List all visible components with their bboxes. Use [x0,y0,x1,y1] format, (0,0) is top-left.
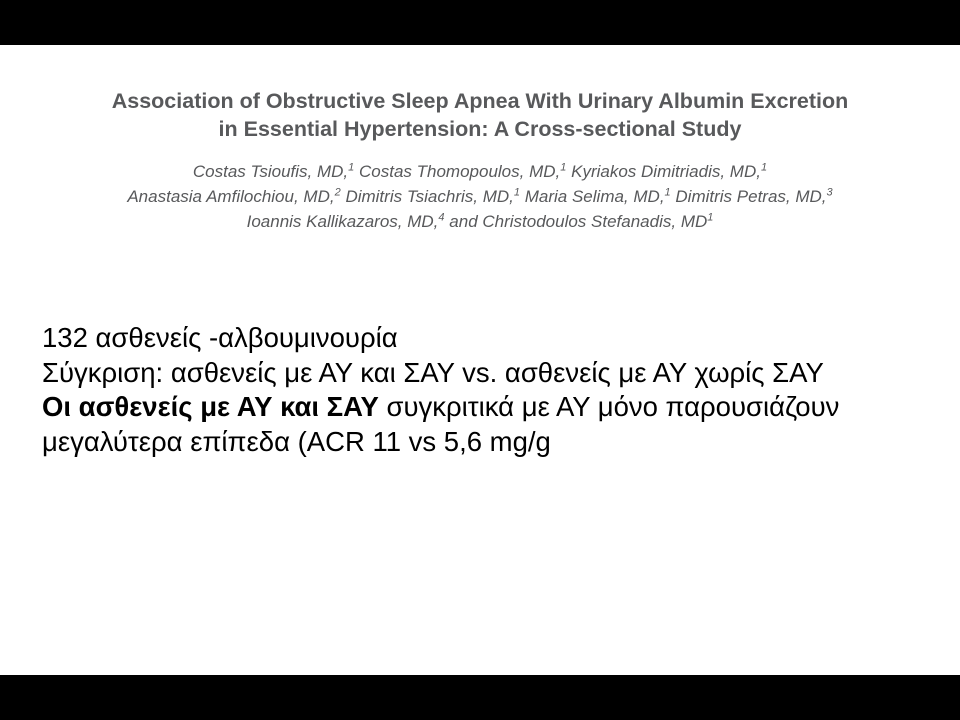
author-name: Kyriakos Dimitriadis, MD, [571,162,761,181]
slide [0,45,960,675]
author-name: Costas Tsioufis, MD, [192,162,349,181]
result-line-bold: Οι ασθενείς με ΑΥ και ΣΑΥ [42,391,379,422]
author-name: Dimitris Petras, MD, [675,187,827,206]
author-line-2 [0,184,960,209]
author-line-3 [0,209,960,234]
author-affiliation: 1 [560,161,567,174]
result-line [42,390,942,459]
author-name: and Christodoulos Stefanadis, MD [449,212,708,231]
author-name: Maria Selima, MD, [524,187,665,206]
patient-count-line: 132 ασθενείς -αλβουμινουρία [42,322,398,353]
author-affiliation: 3 [826,186,833,199]
paper-title-line-2: in Essential Hypertension: A Cross-sectional Study [218,117,742,141]
author-affiliation: 4 [438,211,445,224]
author-affiliation: 1 [664,186,671,199]
paper-title-line-1: Association of Obstructive Sleep Apnea With Urinary Albumin Excretion [111,89,849,113]
author-name: Anastasia Amfilochiou, MD, [127,187,335,206]
author-name: Costas Thomopoulos, MD, [359,162,561,181]
paper-title [0,87,960,143]
slide-body-text [42,321,942,459]
author-affiliation: 1 [348,161,355,174]
author-affiliation: 2 [334,186,341,199]
author-affiliation: 1 [707,211,714,224]
comparison-line: Σύγκριση: ασθενείς με ΑΥ και ΣΑΥ vs. ασθενείς με ΑΥ χωρίς ΣΑΥ [42,356,824,388]
author-affiliation: 1 [513,186,520,199]
author-name: Dimitris Tsiachris, MD, [345,187,514,206]
result-line-rest: συγκριτικά με ΑΥ μόνο παρουσιάζουν μεγαλύτερα επίπεδα (ACR 11 vs 5,6 mg/g [42,391,840,457]
author-line-1 [0,159,960,184]
author-affiliation: 1 [760,161,768,174]
author-list [0,159,960,234]
author-name: Ioannis Kallikazaros, MD, [246,212,439,231]
